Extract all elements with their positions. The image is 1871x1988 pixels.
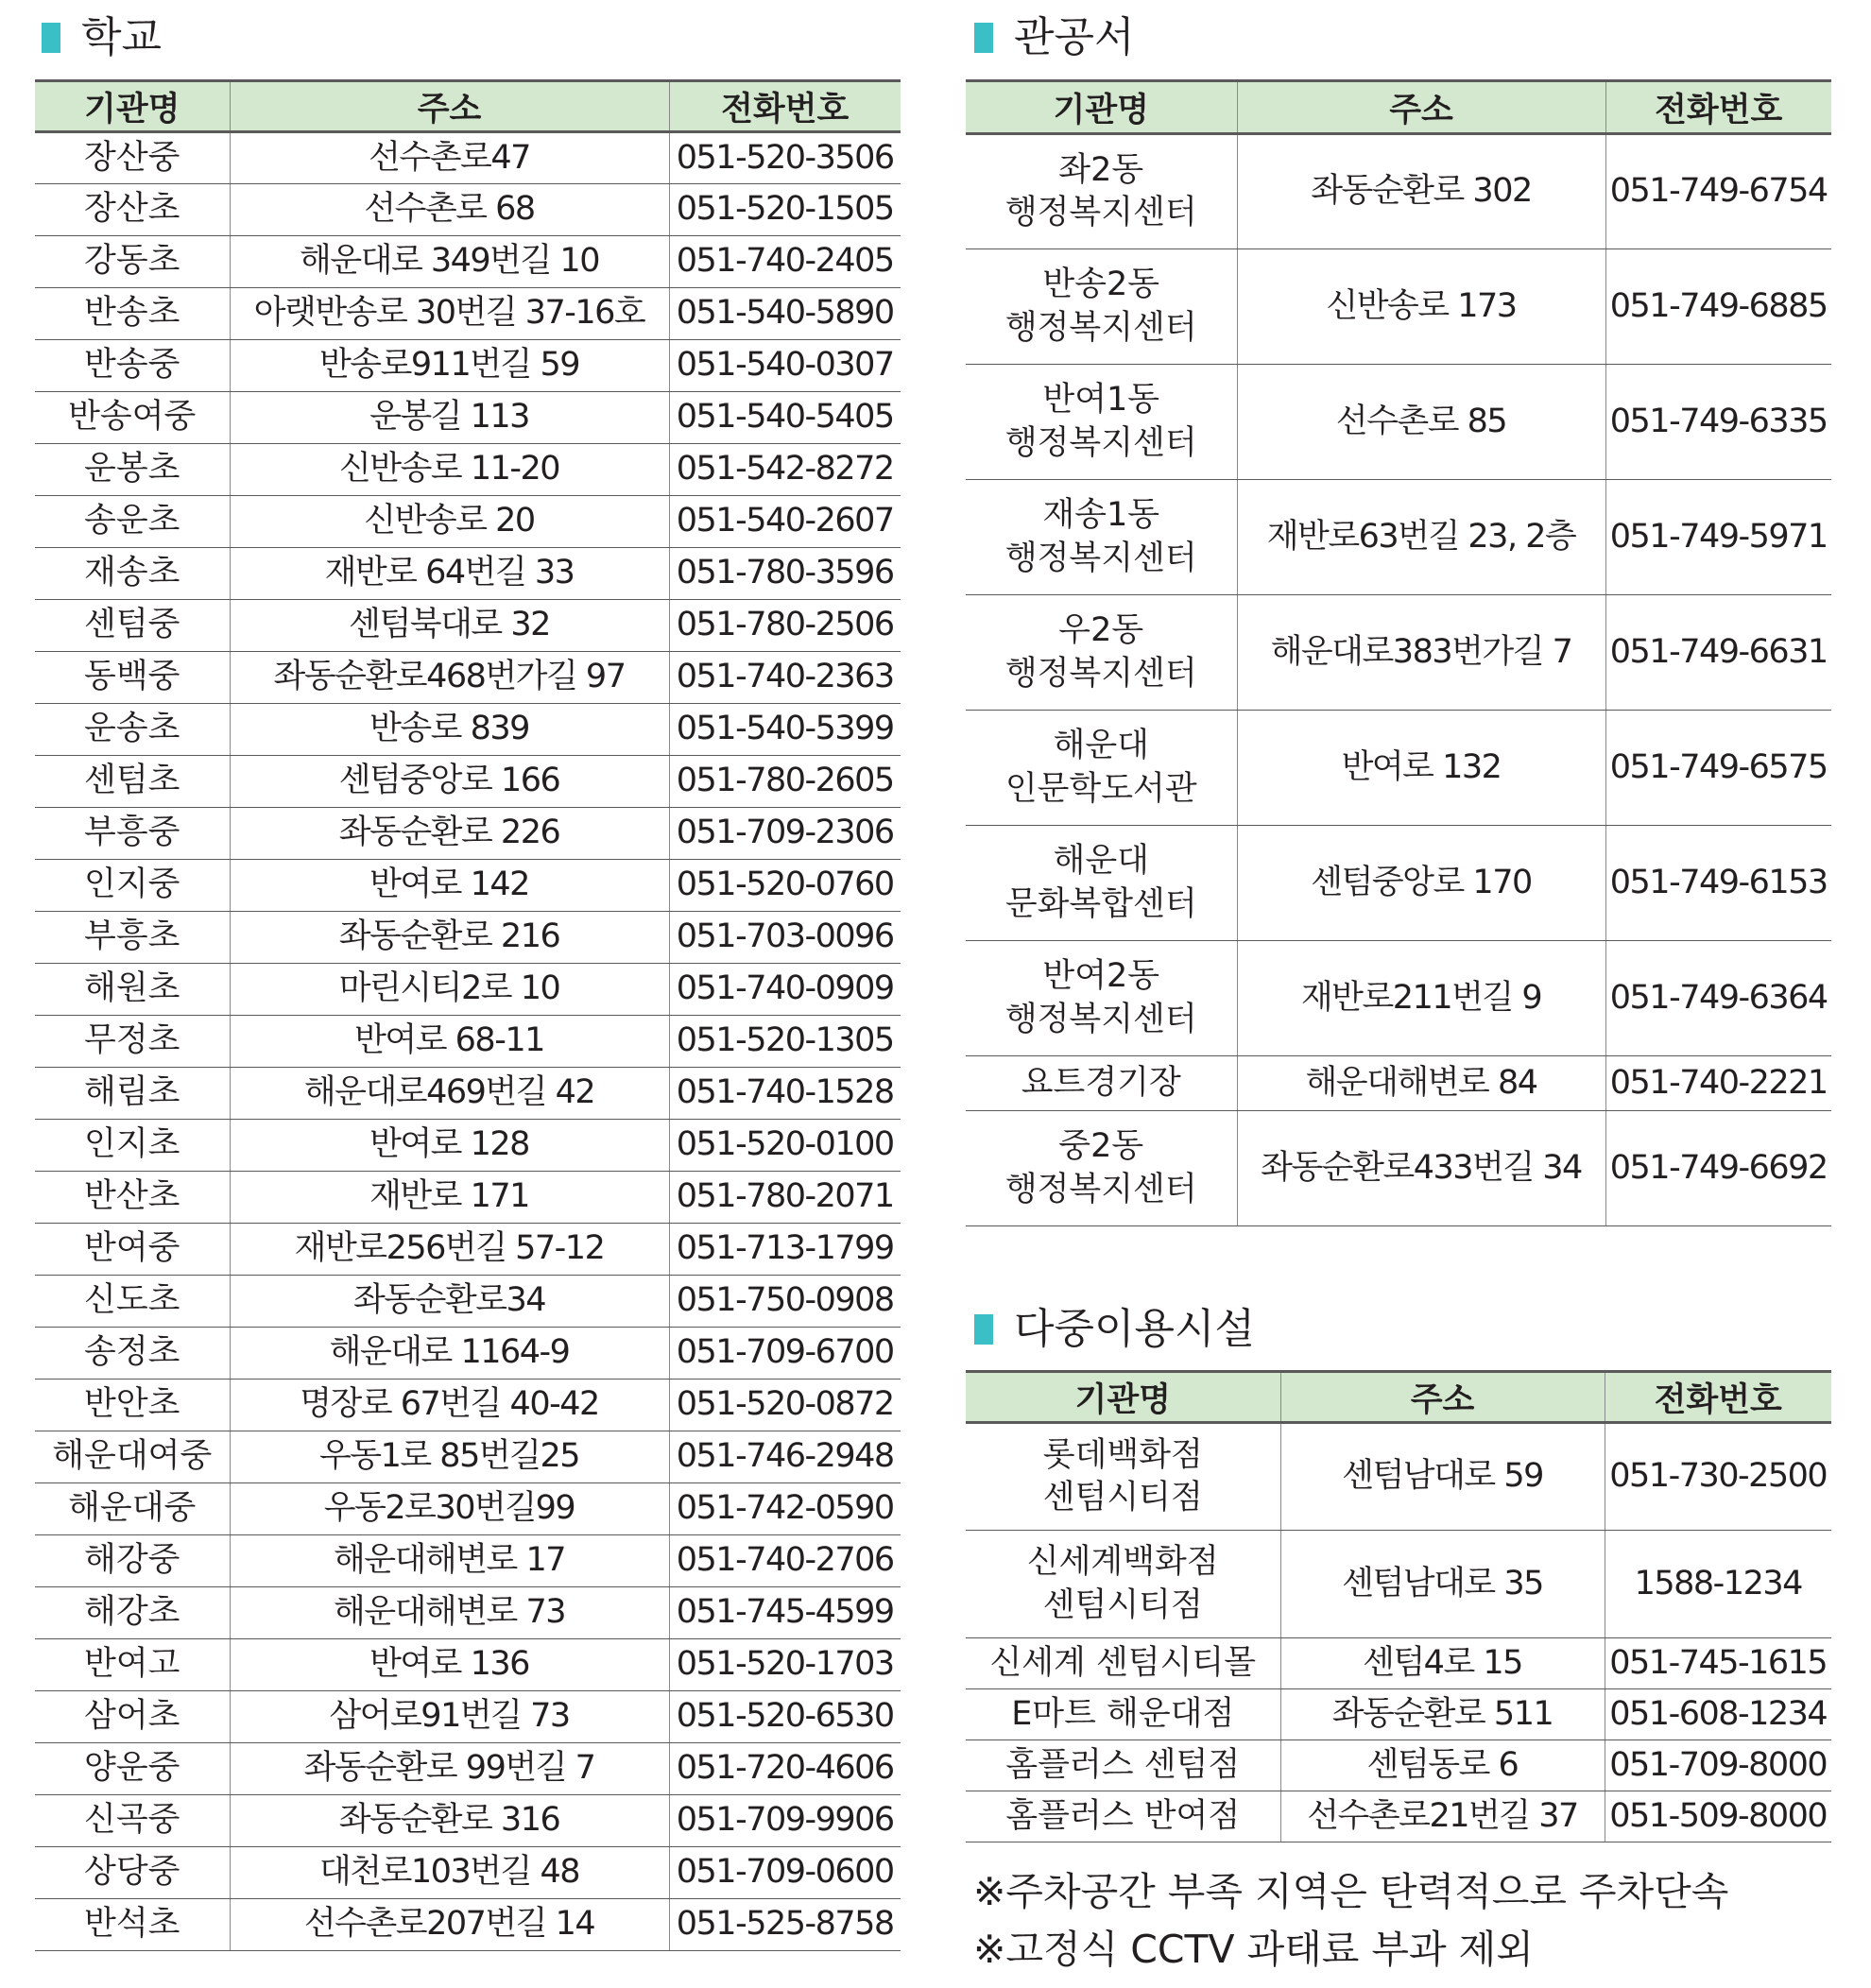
cell-institution: 재송초	[35, 548, 230, 600]
cell-address: 반여로 68-11	[230, 1016, 669, 1068]
section-marker-icon	[974, 23, 993, 53]
table-row	[35, 1172, 901, 1224]
table-row	[35, 1016, 901, 1068]
table-row	[35, 1224, 901, 1276]
cell-phone: 051-740-2706	[669, 1535, 901, 1587]
cell-address: 반여로 132	[1237, 711, 1605, 826]
cell-address: 해운대해변로 84	[1237, 1056, 1605, 1111]
cell-address: 해운대해변로 17	[230, 1535, 669, 1587]
cell-institution: 송운초	[35, 496, 230, 548]
cell-institution: 좌2동 행정복지센터	[966, 134, 1237, 249]
table-row	[966, 249, 1831, 365]
cell-institution: 반여고	[35, 1639, 230, 1691]
cell-address: 아랫반송로 30번길 37-16호	[230, 288, 669, 340]
cell-address: 좌동순환로433번길 34	[1237, 1111, 1605, 1226]
section-title-facilities	[974, 1305, 1256, 1353]
cell-phone: 051-740-2405	[669, 236, 901, 288]
cell-address: 반송로911번길 59	[230, 340, 669, 392]
cell-institution: 인지초	[35, 1120, 230, 1172]
cell-phone: 051-749-6631	[1605, 595, 1831, 711]
cell-phone: 051-540-2607	[669, 496, 901, 548]
cell-phone: 051-749-5971	[1605, 480, 1831, 595]
cell-address: 좌동순환로 216	[230, 912, 669, 964]
cell-institution: 운송초	[35, 704, 230, 756]
table-row	[35, 1276, 901, 1328]
cell-address: 반여로 142	[230, 860, 669, 912]
cell-institution: 센텀중	[35, 600, 230, 652]
cell-institution: 반송초	[35, 288, 230, 340]
cell-phone: 051-709-0600	[669, 1847, 901, 1899]
section-title-text: 관공서	[1014, 13, 1135, 61]
cell-phone: 051-730-2500	[1605, 1423, 1831, 1531]
header-phone: 전화번호	[669, 81, 901, 132]
table-row	[35, 1795, 901, 1847]
header-phone: 전화번호	[1605, 1372, 1831, 1423]
cell-institution: 삼어초	[35, 1691, 230, 1743]
cell-institution: 반송2동 행정복지센터	[966, 249, 1237, 365]
cell-phone: 051-749-6885	[1605, 249, 1831, 365]
cell-institution: 반송여중	[35, 392, 230, 444]
cell-address: 반여로 136	[230, 1639, 669, 1691]
cell-institution: 우2동 행정복지센터	[966, 595, 1237, 711]
table-row	[35, 236, 901, 288]
cell-institution: 부흥초	[35, 912, 230, 964]
cell-institution: 신세계 센텀시티몰	[966, 1638, 1280, 1689]
table-row	[35, 444, 901, 496]
table-header-row	[35, 81, 901, 132]
cell-institution: 반안초	[35, 1380, 230, 1431]
cell-phone: 051-709-2306	[669, 808, 901, 860]
header-institution: 기관명	[966, 81, 1237, 134]
cell-phone: 051-749-6364	[1605, 941, 1831, 1056]
offices-table	[966, 79, 1831, 1226]
cell-institution: 해운대여중	[35, 1431, 230, 1483]
table-row	[35, 704, 901, 756]
cell-address: 재반로256번길 57-12	[230, 1224, 669, 1276]
cell-address: 재반로 64번길 33	[230, 548, 669, 600]
cell-address: 해운대해변로 73	[230, 1587, 669, 1639]
header-address: 주소	[230, 81, 669, 132]
cell-address: 반여로 128	[230, 1120, 669, 1172]
cell-phone: 051-520-6530	[669, 1691, 901, 1743]
cell-address: 센텀북대로 32	[230, 600, 669, 652]
cell-institution: E마트 해운대점	[966, 1689, 1280, 1740]
cell-phone: 051-540-5890	[669, 288, 901, 340]
cell-institution: 무정초	[35, 1016, 230, 1068]
cell-institution: 장산초	[35, 184, 230, 236]
cell-phone: 051-780-2506	[669, 600, 901, 652]
cell-institution: 상당중	[35, 1847, 230, 1899]
table-row	[966, 1056, 1831, 1111]
cell-phone: 051-703-0096	[669, 912, 901, 964]
cell-institution: 홈플러스 센텀점	[966, 1740, 1280, 1791]
section-title-offices	[974, 13, 1135, 61]
table-row	[35, 1743, 901, 1795]
cell-phone: 1588-1234	[1605, 1531, 1831, 1638]
cell-institution: 반송중	[35, 340, 230, 392]
cell-phone: 051-750-0908	[669, 1276, 901, 1328]
cell-address: 삼어로91번길 73	[230, 1691, 669, 1743]
cell-address: 대천로103번길 48	[230, 1847, 669, 1899]
cell-phone: 051-608-1234	[1605, 1689, 1831, 1740]
cell-address: 좌동순환로34	[230, 1276, 669, 1328]
table-row	[35, 1899, 901, 1951]
table-row	[35, 964, 901, 1016]
cell-institution: 신도초	[35, 1276, 230, 1328]
cell-institution: 롯데백화점 센텀시티점	[966, 1423, 1280, 1531]
cell-institution: 동백중	[35, 652, 230, 704]
cell-address: 좌동순환로 226	[230, 808, 669, 860]
table-row	[966, 1531, 1831, 1638]
cell-phone: 051-749-6575	[1605, 711, 1831, 826]
cell-phone: 051-540-0307	[669, 340, 901, 392]
header-address: 주소	[1237, 81, 1605, 134]
cell-address: 센텀동로 6	[1280, 1740, 1605, 1791]
cell-address: 좌동순환로 302	[1237, 134, 1605, 249]
cell-address: 재반로 171	[230, 1172, 669, 1224]
cell-address: 센텀남대로 35	[1280, 1531, 1605, 1638]
cell-address: 센텀중앙로 170	[1237, 826, 1605, 941]
cell-institution: 해운대 문화복합센터	[966, 826, 1237, 941]
cell-phone: 051-749-6692	[1605, 1111, 1831, 1226]
cell-phone: 051-740-2363	[669, 652, 901, 704]
table-row	[966, 1111, 1831, 1226]
table-row	[35, 808, 901, 860]
cell-address: 선수촌로21번길 37	[1280, 1791, 1605, 1842]
cell-institution: 반여2동 행정복지센터	[966, 941, 1237, 1056]
table-row	[35, 1328, 901, 1380]
cell-phone: 051-509-8000	[1605, 1791, 1831, 1842]
cell-address: 해운대로469번길 42	[230, 1068, 669, 1120]
cell-institution: 장산중	[35, 132, 230, 184]
cell-phone: 051-520-0872	[669, 1380, 901, 1431]
table-row	[966, 826, 1831, 941]
cell-phone: 051-742-0590	[669, 1483, 901, 1535]
cell-phone: 051-780-2071	[669, 1172, 901, 1224]
header-address: 주소	[1280, 1372, 1605, 1423]
section-title-schools	[42, 13, 163, 61]
cell-phone: 051-746-2948	[669, 1431, 901, 1483]
cell-address: 좌동순환로 316	[230, 1795, 669, 1847]
cell-address: 명장로 67번길 40-42	[230, 1380, 669, 1431]
cell-institution: 반산초	[35, 1172, 230, 1224]
cell-address: 선수촌로207번길 14	[230, 1899, 669, 1951]
table-row	[35, 1483, 901, 1535]
table-row	[35, 912, 901, 964]
cell-address: 센텀중앙로 166	[230, 756, 669, 808]
cell-institution: 홈플러스 반여점	[966, 1791, 1280, 1842]
section-marker-icon	[42, 23, 60, 53]
cell-institution: 해강중	[35, 1535, 230, 1587]
cell-phone: 051-749-6153	[1605, 826, 1831, 941]
cell-phone: 051-520-1305	[669, 1016, 901, 1068]
facilities-table	[966, 1370, 1831, 1842]
note-parking: ※주차공간 부족 지역은 탄력적으로 주차단속	[973, 1869, 1729, 1914]
cell-institution: 중2동 행정복지센터	[966, 1111, 1237, 1226]
header-institution: 기관명	[35, 81, 230, 132]
table-row	[35, 1691, 901, 1743]
table-row	[35, 548, 901, 600]
table-row	[35, 392, 901, 444]
table-row	[966, 134, 1831, 249]
table-row	[35, 288, 901, 340]
section-marker-icon	[974, 1314, 993, 1345]
cell-address: 우동1로 85번길25	[230, 1431, 669, 1483]
cell-institution: 반여1동 행정복지센터	[966, 365, 1237, 480]
cell-phone: 051-720-4606	[669, 1743, 901, 1795]
table-row	[35, 1120, 901, 1172]
cell-address: 신반송로 11-20	[230, 444, 669, 496]
table-row	[35, 132, 901, 184]
table-row	[35, 652, 901, 704]
table-row	[966, 1791, 1831, 1842]
cell-address: 좌동순환로468번가길 97	[230, 652, 669, 704]
cell-institution: 신세계백화점 센텀시티점	[966, 1531, 1280, 1638]
table-row	[35, 496, 901, 548]
cell-institution: 신곡중	[35, 1795, 230, 1847]
header-phone: 전화번호	[1605, 81, 1831, 134]
cell-phone: 051-520-0760	[669, 860, 901, 912]
table-row	[966, 365, 1831, 480]
table-row	[35, 860, 901, 912]
cell-phone: 051-709-9906	[669, 1795, 901, 1847]
table-row	[35, 1847, 901, 1899]
table-row	[966, 480, 1831, 595]
header-institution: 기관명	[966, 1372, 1280, 1423]
cell-phone: 051-540-5405	[669, 392, 901, 444]
cell-institution: 송정초	[35, 1328, 230, 1380]
cell-institution: 반석초	[35, 1899, 230, 1951]
cell-institution: 해운대중	[35, 1483, 230, 1535]
cell-institution: 해림초	[35, 1068, 230, 1120]
cell-institution: 요트경기장	[966, 1056, 1237, 1111]
cell-institution: 재송1동 행정복지센터	[966, 480, 1237, 595]
cell-institution: 강동초	[35, 236, 230, 288]
cell-phone: 051-540-5399	[669, 704, 901, 756]
cell-institution: 해원초	[35, 964, 230, 1016]
cell-address: 해운대로383번가길 7	[1237, 595, 1605, 711]
cell-address: 선수촌로 68	[230, 184, 669, 236]
table-row	[35, 1535, 901, 1587]
table-row	[35, 1068, 901, 1120]
section-title-text: 학교	[81, 13, 163, 61]
cell-address: 반송로 839	[230, 704, 669, 756]
table-row	[35, 1380, 901, 1431]
cell-address: 마린시티2로 10	[230, 964, 669, 1016]
cell-phone: 051-749-6754	[1605, 134, 1831, 249]
cell-phone: 051-520-1505	[669, 184, 901, 236]
table-row	[35, 184, 901, 236]
cell-address: 해운대로 349번길 10	[230, 236, 669, 288]
table-row	[35, 1639, 901, 1691]
cell-phone: 051-740-1528	[669, 1068, 901, 1120]
table-row	[966, 941, 1831, 1056]
table-row	[35, 600, 901, 652]
cell-address: 재반로63번길 23, 2층	[1237, 480, 1605, 595]
section-title-text: 다중이용시설	[1014, 1305, 1256, 1353]
cell-phone: 051-542-8272	[669, 444, 901, 496]
table-row	[966, 711, 1831, 826]
cell-address: 재반로211번길 9	[1237, 941, 1605, 1056]
cell-phone: 051-740-0909	[669, 964, 901, 1016]
cell-phone: 051-520-1703	[669, 1639, 901, 1691]
table-row	[966, 1423, 1831, 1531]
cell-address: 좌동순환로 511	[1280, 1689, 1605, 1740]
cell-institution: 인지중	[35, 860, 230, 912]
cell-institution: 양운중	[35, 1743, 230, 1795]
table-row	[966, 595, 1831, 711]
cell-phone: 051-780-3596	[669, 548, 901, 600]
cell-address: 선수촌로47	[230, 132, 669, 184]
cell-phone: 051-780-2605	[669, 756, 901, 808]
table-header-row	[966, 1372, 1831, 1423]
cell-phone: 051-709-8000	[1605, 1740, 1831, 1791]
cell-address: 센텀남대로 59	[1280, 1423, 1605, 1531]
cell-phone: 051-749-6335	[1605, 365, 1831, 480]
cell-institution: 운봉초	[35, 444, 230, 496]
cell-address: 운봉길 113	[230, 392, 669, 444]
cell-address: 신반송로 173	[1237, 249, 1605, 365]
table-row	[35, 1587, 901, 1639]
cell-phone: 051-740-2221	[1605, 1056, 1831, 1111]
cell-institution: 부흥중	[35, 808, 230, 860]
table-header-row	[966, 81, 1831, 134]
cell-phone: 051-713-1799	[669, 1224, 901, 1276]
table-row	[35, 340, 901, 392]
cell-institution: 반여중	[35, 1224, 230, 1276]
cell-institution: 센텀초	[35, 756, 230, 808]
table-row	[35, 756, 901, 808]
cell-address: 신반송로 20	[230, 496, 669, 548]
cell-address: 우동2로30번길99	[230, 1483, 669, 1535]
cell-phone: 051-525-8758	[669, 1899, 901, 1951]
table-row	[35, 1431, 901, 1483]
schools-table	[35, 79, 901, 1951]
table-row	[966, 1740, 1831, 1791]
table-row	[966, 1689, 1831, 1740]
cell-phone: 051-745-1615	[1605, 1638, 1831, 1689]
note-cctv: ※고정식 CCTV 과태료 부과 제외	[973, 1927, 1534, 1972]
cell-address: 해운대로 1164-9	[230, 1328, 669, 1380]
cell-phone: 051-520-0100	[669, 1120, 901, 1172]
cell-phone: 051-520-3506	[669, 132, 901, 184]
cell-institution: 해운대 인문학도서관	[966, 711, 1237, 826]
table-row	[966, 1638, 1831, 1689]
cell-institution: 해강초	[35, 1587, 230, 1639]
cell-address: 센텀4로 15	[1280, 1638, 1605, 1689]
cell-address: 선수촌로 85	[1237, 365, 1605, 480]
cell-phone: 051-745-4599	[669, 1587, 901, 1639]
cell-address: 좌동순환로 99번길 7	[230, 1743, 669, 1795]
cell-phone: 051-709-6700	[669, 1328, 901, 1380]
